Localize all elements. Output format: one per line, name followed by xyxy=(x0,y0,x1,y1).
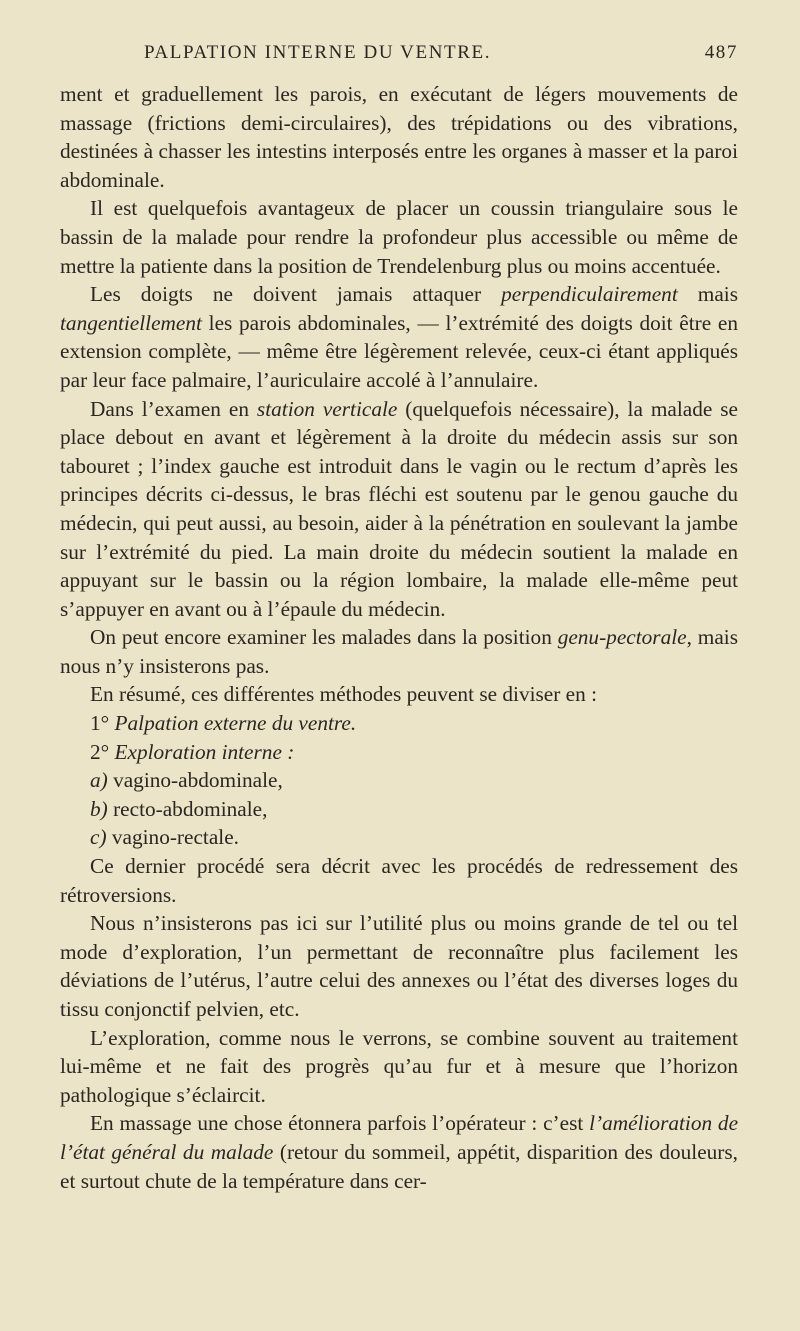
paragraph-doigts xyxy=(60,280,738,394)
list-subitem-b xyxy=(60,795,738,824)
running-header xyxy=(60,42,738,64)
text-run: Les doigts ne doivent jamais attaquer xyxy=(90,282,482,307)
list-label: Palpation externe du ventre. xyxy=(114,711,357,736)
italic-term: l’amélioration de l’état général du malade xyxy=(60,1111,739,1164)
list-number: 1° xyxy=(90,711,110,736)
paragraph-station-verticale xyxy=(60,395,738,624)
text-run: En massage une chose étonnera parfois l’opérateur : c’est xyxy=(90,1111,584,1136)
list-subitem-c xyxy=(60,823,738,852)
paragraph-text: Il est quelquefois avantageux de placer un coussin triangulaire sous le bassin de la malade pour rendre la profondeur plus accessible ou même de mettre la patiente dans la position de Trendelenburg plus ou moins accentuée. xyxy=(60,196,738,278)
list-letter: a) xyxy=(90,768,108,793)
paragraph-genu-pectorale xyxy=(60,623,738,680)
text-run: Dans l’examen en xyxy=(90,396,249,421)
paragraph-coussin xyxy=(60,194,738,280)
list-subitem-a xyxy=(60,766,738,795)
paragraph-dernier-procede xyxy=(60,852,738,909)
text-run: mais xyxy=(697,282,739,307)
paragraph-utilite xyxy=(60,909,738,1023)
paragraph-resume xyxy=(60,680,738,709)
running-title: PALPATION INTERNE DU VENTRE. xyxy=(144,42,492,63)
paragraph-text: Nous n’insisterons pas ici sur l’utilité plus ou moins grande de tel ou tel mode d’exploration, l’un permettant de reconnaître plus facilement les déviations de l’utérus, l’autre celui des annexes ou l’état des diverses loges du tissu conjonctif pelvien, etc. xyxy=(60,911,738,1021)
list-text: vagino-rectale. xyxy=(111,825,239,850)
paragraph-text: En résumé, ces différentes méthodes peuvent se diviser en : xyxy=(90,682,598,707)
text-run: , mais nous n’y insisterons pas. xyxy=(60,625,738,678)
italic-term: station verticale xyxy=(256,396,398,421)
paragraph-exploration xyxy=(60,1024,738,1110)
paragraph-massage xyxy=(60,1109,738,1195)
list-label: Exploration interne : xyxy=(114,739,295,764)
list-item-1 xyxy=(60,709,738,738)
italic-term: perpendiculairement xyxy=(501,282,678,307)
text-run: (quelquefois nécessaire), la malade se place debout en avant et légèrement à la droite du médecin assis sur son tabouret ; l’index gauche est introduit dans le vagin ou le rectum d’après les principes décrits ci-dessus, le bras fléchi est soutenu par le genou gauche du médecin, qui peut aussi, au besoin, aider à la pénétration en soulevant la jambe sur l’extrémité du pied. La main droite du médecin soutient la malade en appuyant sur le bassin ou la région lombaire, la malade elle-même peut s’appuyer en avant ou à l’épaule du médecin. xyxy=(60,396,738,621)
text-run: On peut encore examiner les malades dans la position xyxy=(90,625,552,650)
text-run: les parois abdominales, — l’extrémité des doigts doit être en extension complète, — même être légèrement relevée, ceux-ci étant appliqués par leur face palmaire, l’auriculaire accolé à l’annulaire. xyxy=(60,310,738,392)
paragraph-text: L’exploration, comme nous le verrons, se combine souvent au traitement lui-même et ne fait des progrès qu’au fur et à mesure que l’horizon pathologique s’éclaircit. xyxy=(60,1025,738,1107)
paragraph-text: Ce dernier procédé sera décrit avec les procédés de redressement des rétroversions. xyxy=(60,854,738,907)
page-number: 487 xyxy=(704,42,738,63)
paragraph-text: ment et graduellement les parois, en exécutant de légers mouvements de massage (frictions demi-circulaires), des trépidations ou des vibrations, destinées à chasser les intestins interposés entre les organes à masser et la paroi abdominale. xyxy=(60,82,738,192)
list-text: vagino-abdominale, xyxy=(113,768,283,793)
list-item-2 xyxy=(60,738,738,767)
list-number: 2° xyxy=(90,739,110,764)
page-body xyxy=(60,80,738,1195)
italic-term: genu-pectorale xyxy=(557,625,687,650)
text-run: (retour du sommeil, appétit, disparition des douleurs, et surtout chute de la température dans cer- xyxy=(60,1139,738,1193)
list-text: recto-abdominale, xyxy=(113,796,268,821)
list-letter: c) xyxy=(90,825,107,850)
paragraph-continuation xyxy=(60,80,738,194)
list-letter: b) xyxy=(90,796,108,821)
italic-term: tangentiellement xyxy=(60,310,202,335)
